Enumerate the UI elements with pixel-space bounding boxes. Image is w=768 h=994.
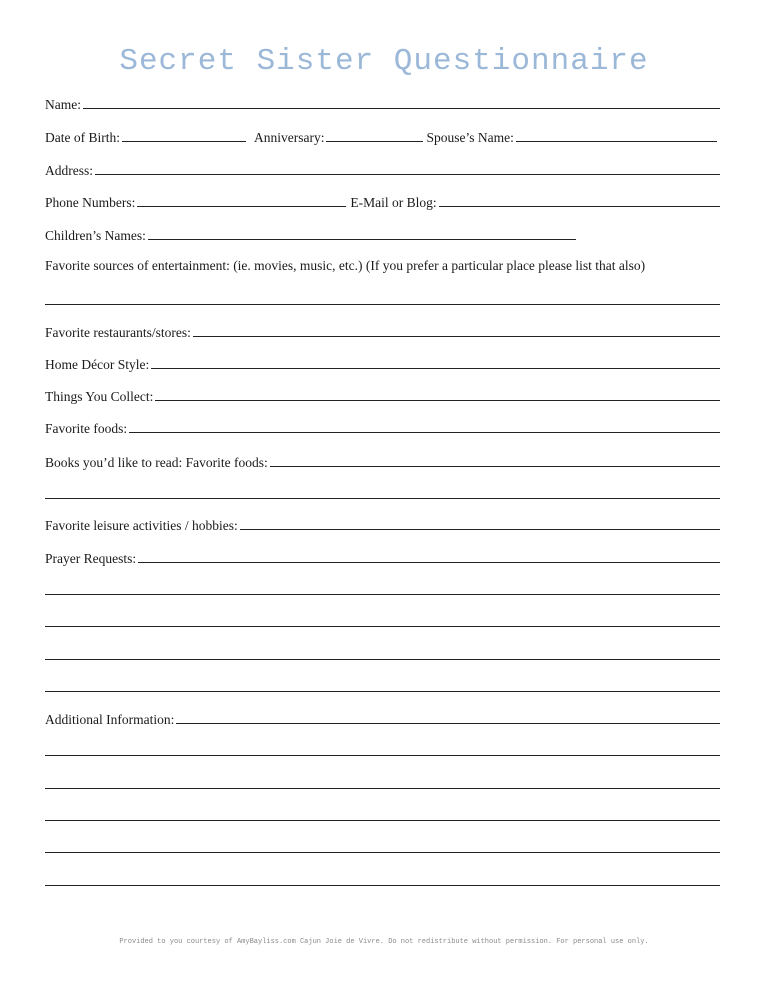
collect-row <box>45 384 720 404</box>
books-blank[interactable] <box>270 465 720 467</box>
anniversary-label: Anniversary: <box>253 130 325 145</box>
additional-blank-line[interactable] <box>45 851 720 853</box>
foods-row <box>45 416 720 436</box>
restaurants-label: Favorite restaurants/stores: <box>45 325 191 340</box>
prayer-row <box>45 546 720 566</box>
dob-row <box>45 125 720 145</box>
additional-label: Additional Information: <box>45 712 175 727</box>
restaurants-row <box>45 320 720 340</box>
prayer-label: Prayer Requests: <box>45 551 137 566</box>
name-label: Name: <box>45 97 81 112</box>
children-label: Children’s Names: <box>45 228 146 243</box>
collect-blank[interactable] <box>155 399 720 401</box>
phone-blank[interactable] <box>137 205 346 207</box>
leisure-row <box>45 513 720 533</box>
entertainment-blank[interactable] <box>45 303 720 305</box>
decor-label: Home Décor Style: <box>45 357 150 372</box>
dob-blank[interactable] <box>122 140 246 142</box>
foods-blank[interactable] <box>129 431 720 433</box>
prayer-blank[interactable] <box>138 561 720 563</box>
name-row <box>45 92 720 112</box>
additional-row <box>45 707 720 727</box>
additional-blank[interactable] <box>176 722 720 724</box>
page-title: Secret Sister Questionnaire <box>119 44 649 79</box>
leisure-label: Favorite leisure activities / hobbies: <box>45 518 238 533</box>
address-label: Address: <box>45 163 93 178</box>
additional-blank-line[interactable] <box>45 884 720 886</box>
email-blank[interactable] <box>439 205 720 207</box>
address-blank[interactable] <box>95 173 720 175</box>
anniversary-blank[interactable] <box>326 140 423 142</box>
footer-note: Provided to you courtesy of AmyBayliss.com Cajun Joie de Vivre. Do not redistribute without permission. For personal use only. <box>119 938 649 946</box>
prayer-blank-line[interactable] <box>45 593 720 595</box>
restaurants-blank[interactable] <box>193 335 720 337</box>
spouse-label: Spouse’s Name: <box>426 130 514 145</box>
children-row <box>45 223 576 243</box>
additional-blank-line[interactable] <box>45 787 720 789</box>
name-blank[interactable] <box>83 107 720 109</box>
prayer-blank-line[interactable] <box>45 658 720 660</box>
decor-row <box>45 352 720 372</box>
collect-label: Things You Collect: <box>45 389 154 404</box>
books-blank-extra[interactable] <box>45 497 720 499</box>
leisure-blank[interactable] <box>240 528 720 530</box>
spouse-blank[interactable] <box>516 140 717 142</box>
additional-blank-line[interactable] <box>45 819 720 821</box>
foods-label: Favorite foods: <box>45 421 128 436</box>
books-row <box>45 450 720 470</box>
phone-row <box>45 190 720 210</box>
additional-blank-line[interactable] <box>45 754 720 756</box>
entertainment-label: Favorite sources of entertainment: (ie. movies, music, etc.) (If you prefer a particular place please list that also) <box>45 258 646 273</box>
dob-label: Date of Birth: <box>45 130 120 145</box>
books-label: Books you’d like to read: Favorite foods: <box>45 455 268 470</box>
address-row <box>45 158 720 178</box>
email-label: E-Mail or Blog: <box>350 195 437 210</box>
prayer-blank-line[interactable] <box>45 690 720 692</box>
prayer-blank-line[interactable] <box>45 625 720 627</box>
phone-label: Phone Numbers: <box>45 195 136 210</box>
decor-blank[interactable] <box>151 367 720 369</box>
children-blank[interactable] <box>148 238 576 240</box>
